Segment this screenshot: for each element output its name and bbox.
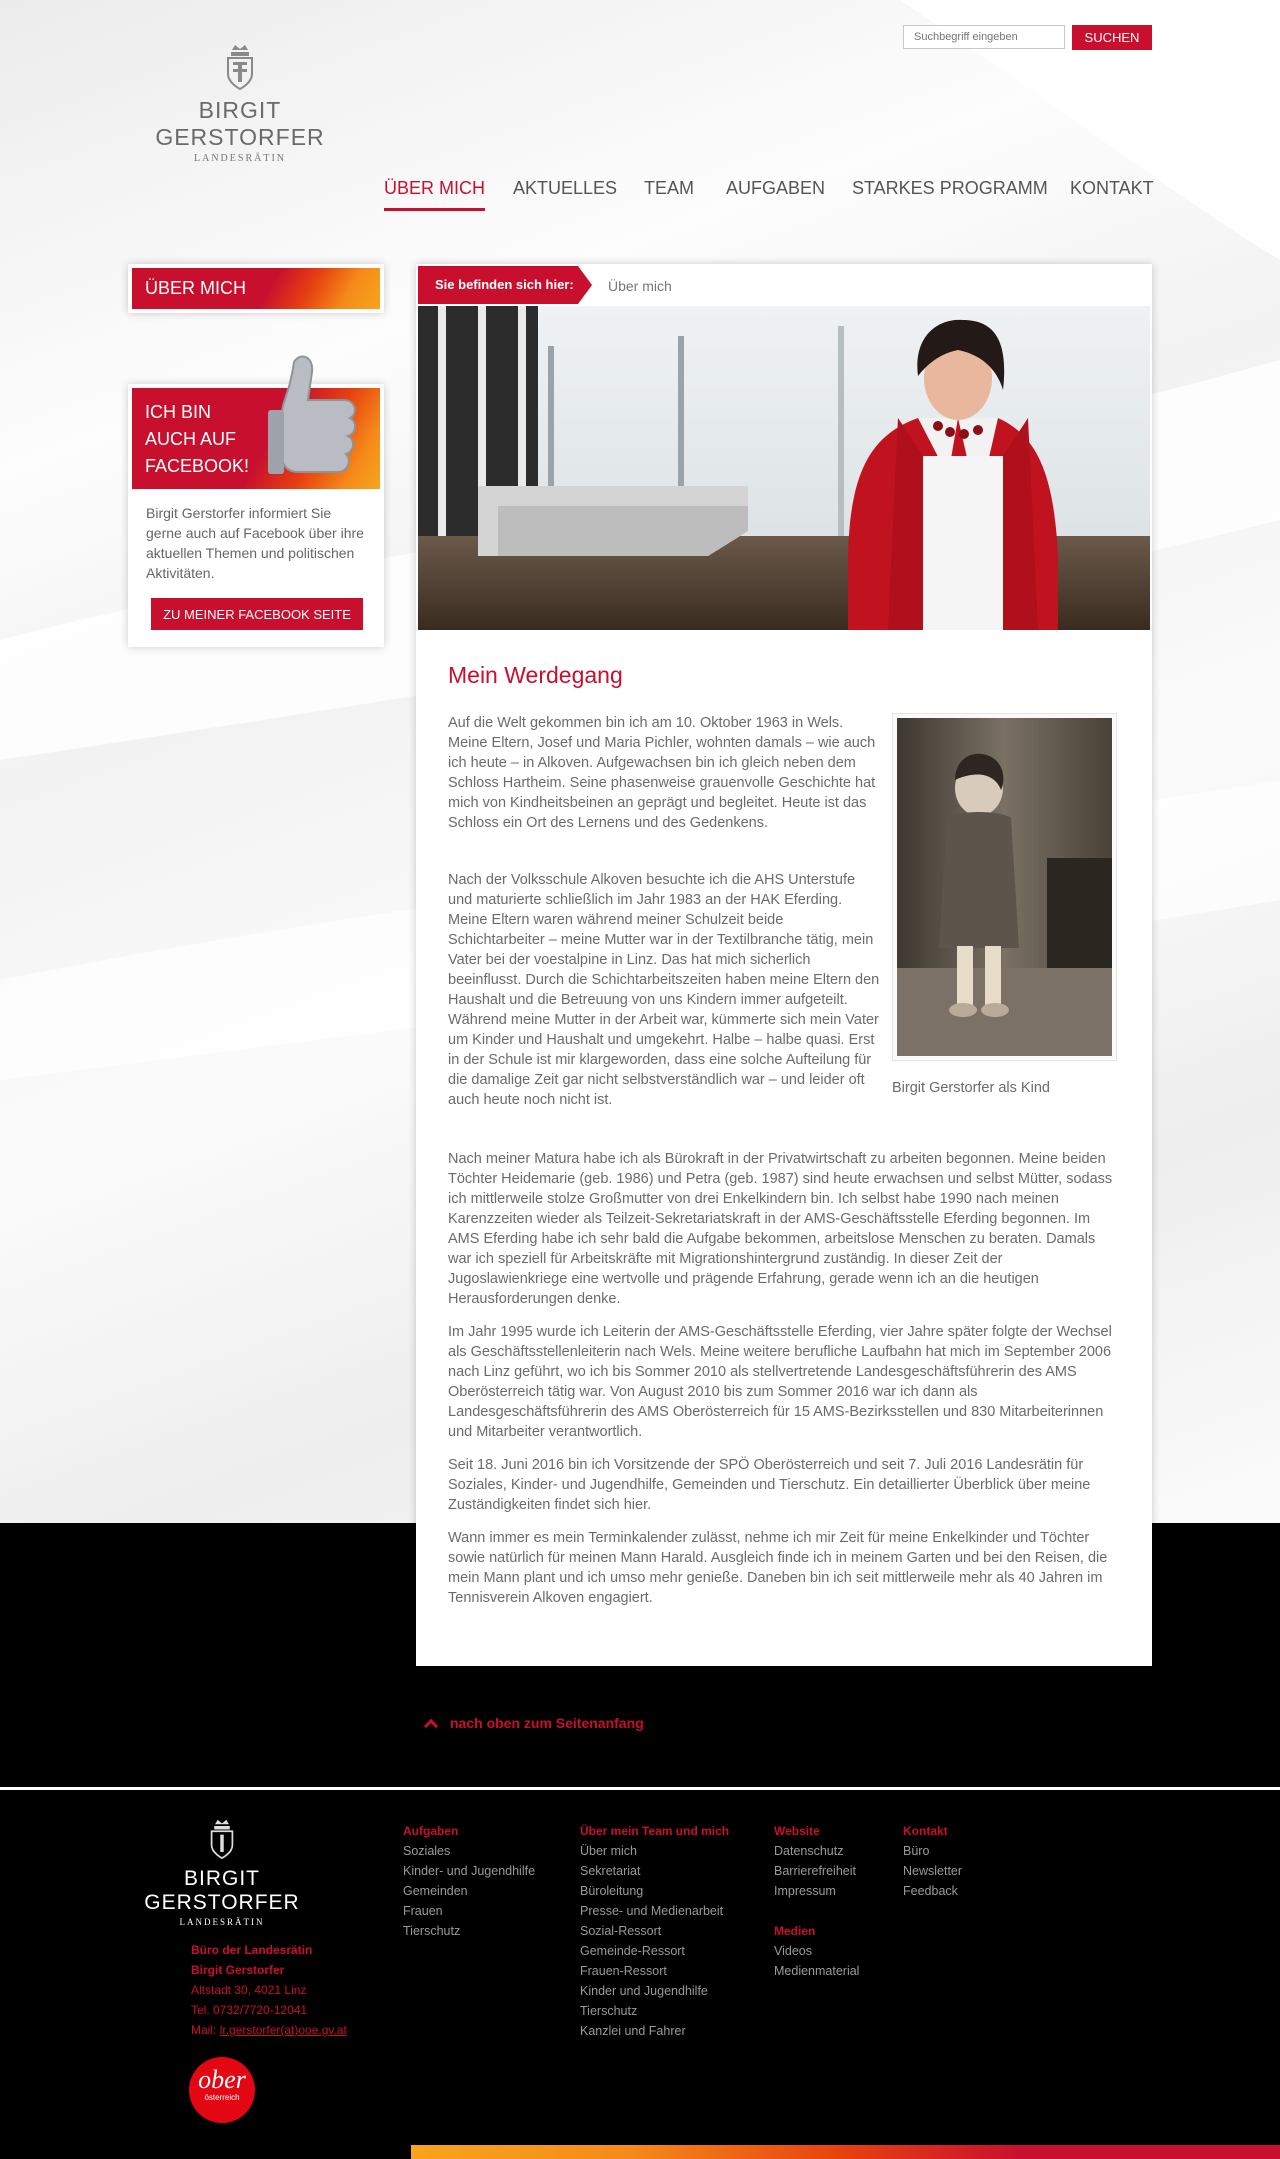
facebook-heading-line: AUCH AUF — [145, 429, 237, 449]
breadcrumb-label: Sie befinden sich hier: — [418, 266, 578, 304]
footer-logo-name: BIRGIT GERSTORFER — [144, 1867, 300, 1914]
facebook-page-button[interactable]: ZU MEINER FACEBOOK SEITE — [151, 598, 363, 630]
footer-link[interactable]: Newsletter — [903, 1864, 963, 1878]
address-mail-link[interactable]: lr.gerstorfer(at)ooe.gv.at — [219, 2023, 347, 2037]
footer-column-title: Kontakt — [903, 1824, 948, 1838]
nav-item-aktuelles[interactable]: AKTUELLES — [513, 178, 618, 198]
address-street: Altstadt 30, 4021 Linz — [191, 1983, 307, 1997]
chevron-up-icon — [424, 1719, 438, 1733]
footer-link[interactable]: Medienmaterial — [774, 1964, 860, 1978]
article-paragraph: Nach der Volksschule Alkoven besuchte ich die AHS Unterstufe und maturierte schließlich im Jahr 1983 an der HAK Eferding. Meine Eltern waren während meiner Schulzeit beide Schichtarbeiter – meine Mutter war in der Textilbranche tätig, mein Vater bei der voestalpine in Linz. Das hat mich sicherlich beeinflusst. Durch die Schichtarbeitszeiten haben meine Eltern den Haushalt und die Betreuung von uns Kindern immer aufgeteilt. Während meine Mutter in der Arbeit war, kümmerte sich mein Vater um Kinder und Haushalt und umgekehrt. Halbe – halbe quasi. Erst in der Schule ist mir klargeworden, dass eine solche Aufteilung für die damalige Zeit gar nicht selbstverständlich war – und leider oft auch heute noch nicht ist. — [448, 872, 880, 1108]
nav-item-team[interactable]: TEAM — [644, 178, 695, 198]
coat-of-arms-icon — [225, 44, 255, 90]
footer-link[interactable]: Videos — [774, 1944, 812, 1958]
photo-caption: Birgit Gerstorfer als Kind — [892, 1080, 1050, 1096]
footer-link[interactable]: Büro — [903, 1844, 930, 1858]
footer-column-website — [774, 1821, 859, 1981]
footer-column-kontakt — [903, 1821, 962, 1901]
article-paragraph: Wann immer es mein Terminkalender zulässt, nehme ich mir Zeit für meine Enkelkinder und Töchter sowie natürlich für meinen Mann Harald. Ausgleich finde ich in meinem Garten und bei den Reisen, die mein Mann plant und ich umso mehr genieße. Daneben bin ich seit mittlerweile mehr als 40 Jahren im Tennisverein Alkoven engagiert. — [448, 1530, 1108, 1606]
badge-line2: österreich — [204, 2093, 240, 2102]
content-card — [416, 264, 1152, 1666]
facebook-heading — [132, 388, 380, 489]
footer-color-bar — [411, 2145, 1280, 2159]
footer-column-aufgaben — [403, 1821, 535, 1941]
address-name: Birgit Gerstorfer — [191, 1963, 285, 1977]
logo-subtitle: LANDESRÄTIN — [194, 153, 286, 164]
footer-link[interactable]: Feedback — [903, 1884, 958, 1898]
footer-column-title: Website — [774, 1824, 820, 1838]
article-paragraph: Im Jahr 1995 wurde ich Leiterin der AMS-Geschäftsstelle Eferding, vier Jahre später folgte der Wechsel als Geschäftsstellenleiterin nach Wels. Meine weitere berufliche Laufbahn hat mich im September 2006 nach Linz geführt, wo ich bis Sommer 2010 als stellvertretende Landesgeschäftsführerin des AMS Oberösterreich tätig war. Von August 2010 bis zum Sommer 2016 war ich dann als Landesgeschäftsführerin des AMS Oberösterreich für 15 AMS-Bezirksstellen und 830 Mitarbeiterinnen und Mitarbeiter verantwortlich. — [448, 1324, 1112, 1440]
back-to-top-label: nach oben zum Seitenanfang — [450, 1715, 644, 1731]
facebook-text: Birgit Gerstorfer informiert Sie gerne auch auf Facebook über ihre aktuellen Themen und politischen Aktivitäten. — [146, 505, 364, 581]
badge-line1: ober — [198, 2065, 246, 2094]
address-phone: Tel. 0732/7720-12041 — [191, 2003, 308, 2017]
sidebar-section-title[interactable]: ÜBER MICH — [132, 268, 380, 309]
footer-link[interactable]: Büroleitung — [580, 1884, 644, 1898]
article-paragraph: Nach meiner Matura habe ich als Bürokraft in der Privatwirtschaft zu arbeiten begonnen. Meine beiden Töchter Heidemarie (geb. 1986) und Petra (geb. 1987) sind heute erwachsen und selbst Mütter, sodass ich mittlerweile stolze Großmutter von drei Enkelkindern bin. Ich selbst habe 1990 nach meinen Karenzzeiten wieder als Teilzeit-Sekretariatskraft in der AMS-Geschäftsstelle Eferding begonnen. Im AMS Eferding habe ich sehr bald die Aufgabe bekommen, arbeitslose Menschen zu beraten. Damals war ich speziell für Arbeitskräfte mit Migrationshintergrund zuständig. In dieser Zeit der Jugoslawienkriege eine wertvolle und prägende Erfahrung, gerade wenn ich an die heutigen Herausforderungen denke. — [448, 1151, 1113, 1307]
logo[interactable] — [127, 44, 353, 164]
facebook-teaser — [128, 384, 384, 647]
footer-link[interactable]: Presse- und Medienarbeit — [580, 1904, 724, 1918]
footer-column-title: Medien — [774, 1924, 816, 1938]
article-title: Mein Werdegang — [448, 662, 623, 688]
breadcrumb-arrow — [578, 266, 592, 304]
sidebar-section-box — [128, 264, 384, 313]
oberoesterreich-badge[interactable] — [189, 2057, 255, 2123]
footer-logo[interactable] — [127, 1818, 317, 1927]
footer-link[interactable]: Frauen-Ressort — [580, 1964, 667, 1978]
footer-link[interactable]: Über mich — [580, 1844, 637, 1858]
coat-of-arms-icon — [209, 1818, 235, 1860]
footer-link[interactable]: Sekretariat — [580, 1864, 641, 1878]
article-paragraph: Seit 18. Juni 2016 bin ich Vorsitzende der SPÖ Oberösterreich und seit 7. Juli 2016 Landesrätin für Soziales, Kinder- und Jugendhilfe, Gemeinden und Tierschutz. Ein detaillierter Überblick über meine Zuständigkeiten findet sich hier. — [448, 1457, 1091, 1513]
footer-address — [191, 1940, 347, 2040]
footer-column-team — [580, 1821, 729, 2041]
facebook-heading-line: ICH BIN — [145, 402, 212, 422]
nav-item-starkes-programm[interactable]: STARKES PROGRAMM — [852, 178, 1048, 198]
footer-column-title: Aufgaben — [403, 1824, 459, 1838]
nav-item-aufgaben[interactable]: AUFGABEN — [726, 178, 826, 198]
hero-image — [418, 306, 1150, 630]
address-mail-label: Mail: — [191, 2023, 217, 2037]
nav-item-kontakt[interactable]: KONTAKT — [1070, 178, 1154, 198]
footer-logo-subtitle: LANDESRÄTIN — [179, 1917, 265, 1927]
childhood-photo — [892, 713, 1117, 1061]
thumbs-up-icon — [264, 352, 360, 488]
back-to-top-link[interactable] — [426, 1715, 644, 1731]
nav-item-ueber-mich[interactable]: ÜBER MICH — [384, 178, 485, 211]
address-office: Büro der Landesrätin — [191, 1943, 313, 1957]
footer-link[interactable]: Kanzlei und Fahrer — [580, 2024, 686, 2038]
footer-link[interactable]: Gemeinde-Ressort — [580, 1944, 685, 1958]
footer-link[interactable]: Barrierefreiheit — [774, 1864, 856, 1878]
footer-divider — [0, 1787, 1280, 1790]
footer-link[interactable]: Sozial-Ressort — [580, 1924, 662, 1938]
search-button[interactable]: SUCHEN — [1072, 25, 1152, 50]
footer-link[interactable]: Datenschutz — [774, 1844, 844, 1858]
footer-link[interactable]: Tierschutz — [403, 1924, 461, 1938]
facebook-heading-line: FACEBOOK! — [145, 456, 250, 476]
article-paragraph: Auf die Welt gekommen bin ich am 10. Oktober 1963 in Wels. Meine Eltern, Josef und Maria Pichler, wohnten damals – wie auch ich heute – in Alkoven. Aufgewachsen bin ich gleich neben dem Schloss Hartheim. Seine phasenweise grauenvolle Geschichte hat mich von Kindheitsbeinen an geprägt und begleitet. Heute ist das Schloss ein Ort des Lernens und des Gedenkens. — [448, 715, 876, 831]
breadcrumb-current[interactable]: Über mich — [608, 278, 672, 294]
main-nav — [0, 178, 1280, 214]
search-input[interactable] — [903, 25, 1065, 49]
logo-name: BIRGIT GERSTORFER — [155, 97, 325, 150]
footer-column-title: Über mein Team und mich — [580, 1824, 730, 1838]
footer-link[interactable]: Tierschutz — [580, 2004, 638, 2018]
footer-link[interactable]: Frauen — [403, 1904, 443, 1918]
footer-link[interactable]: Soziales — [403, 1844, 451, 1858]
footer-link[interactable]: Impressum — [774, 1884, 836, 1898]
footer-link[interactable]: Gemeinden — [403, 1884, 468, 1898]
footer-link[interactable]: Kinder- und Jugendhilfe — [403, 1864, 536, 1878]
footer-link[interactable]: Kinder und Jugendhilfe — [580, 1984, 708, 1998]
